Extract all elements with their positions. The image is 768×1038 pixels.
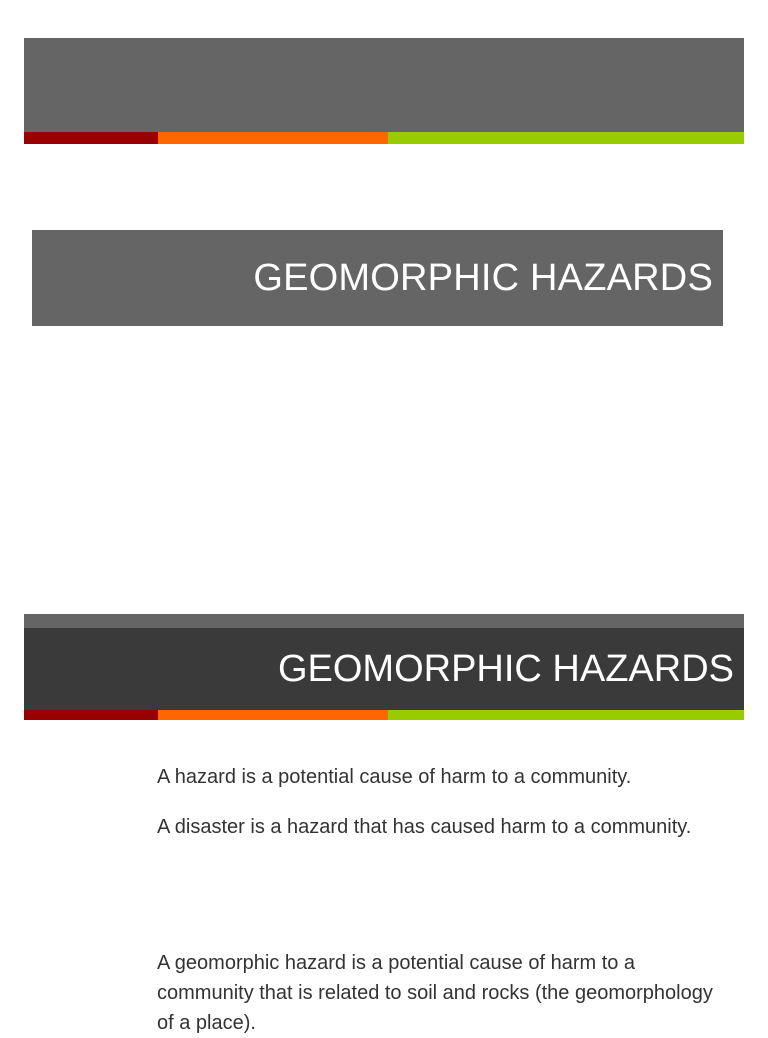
slide-top-band <box>24 614 744 628</box>
slide-2 <box>24 614 744 1034</box>
slide-title-band <box>24 628 744 710</box>
accent-strip-green <box>388 710 744 720</box>
body-paragraph-disaster: A disaster is a hazard that has caused harm to a community. <box>157 816 692 838</box>
slide-header-band <box>24 38 744 132</box>
slide-1 <box>24 38 744 506</box>
accent-strip-red <box>24 132 158 144</box>
accent-strip-red <box>24 710 158 720</box>
accent-strip-orange <box>158 132 388 144</box>
accent-strip-green <box>388 132 744 144</box>
slide-title: GEOMORPHIC HAZARDS <box>253 256 713 299</box>
body-paragraph-geomorphic-hazard: A geomorphic hazard is a potential cause of harm to a community that is related to soil and rocks (the geomorphology of a place). <box>157 952 713 1034</box>
body-paragraph-hazard: A hazard is a potential cause of harm to a community. <box>157 766 632 788</box>
slide-title-box <box>32 230 723 326</box>
accent-color-strip <box>24 710 744 720</box>
accent-color-strip <box>24 132 744 144</box>
slide-title: GEOMORPHIC HAZARDS <box>277 647 734 690</box>
accent-strip-orange <box>158 710 388 720</box>
